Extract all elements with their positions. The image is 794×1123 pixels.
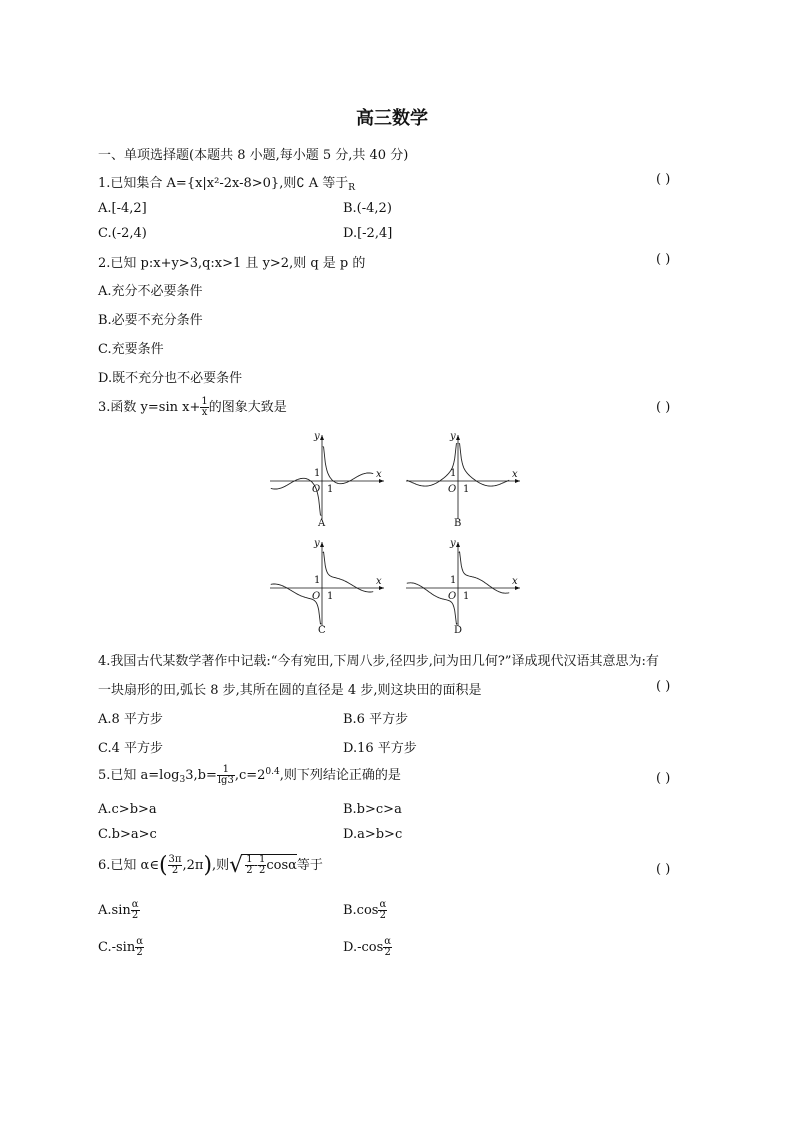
graph-b-curve-branch-2 [459, 444, 509, 487]
question-4-line-2: 一块扇形的田,弧长 8 步,其所在圆的直径是 4 步,则这块田的面积是 [98, 683, 482, 698]
answer-paren-3[interactable]: ( ) [656, 400, 671, 415]
graph-b-origin-label: O [448, 484, 457, 495]
graph-c-y-arrow [320, 542, 324, 547]
graph-c-y-one-label: 1 [314, 575, 321, 586]
graph-a-curve-branch-2 [323, 447, 373, 484]
graph-b-y-arrow [456, 435, 460, 440]
option-1c[interactable]: C.(-2,4) [98, 226, 147, 241]
graph-b-x-one-label: 1 [463, 484, 470, 495]
option-6c[interactable]: C.-sin $\frac{\alpha}{2}$ [98, 936, 143, 958]
graph-c-curve-branch-2 [323, 552, 373, 592]
option-4c[interactable]: C.4 平方步 [98, 741, 164, 756]
question-5-stem: 5.已知 $a=\log_33,b=$ $\frac{1}{\lg 3}$ $,c=2^{0.4}$,则下列结论正确的是 [98, 764, 401, 786]
graph-d-y-arrow [456, 542, 460, 547]
graph-c-x-one-label: 1 [327, 591, 334, 602]
graph-c-panel-label: C [318, 625, 326, 636]
option-4d[interactable]: D.16 平方步 [343, 741, 417, 756]
option-2c[interactable]: C.充要条件 [98, 342, 164, 357]
graph-c-curve-branch-1 [271, 584, 321, 624]
graph-d-x-label: x [512, 576, 518, 587]
answer-paren-2[interactable]: ( ) [656, 252, 671, 267]
graph-d-panel-label: D [454, 625, 463, 636]
option-2a[interactable]: A.充分不必要条件 [98, 284, 203, 299]
graph-a-x-label: x [376, 469, 382, 480]
option-6d[interactable]: D.-cos $\frac{\alpha}{2}$ [343, 936, 392, 958]
option-5d[interactable]: D.a>b>c [343, 827, 403, 842]
answer-paren-4[interactable]: ( ) [656, 679, 671, 694]
function-graphs [260, 428, 530, 640]
graph-d-x-one-label: 1 [463, 591, 470, 602]
graph-c-y-label: y [314, 538, 320, 549]
graph-a-y-label: y [314, 431, 320, 442]
option-4a[interactable]: A.8 平方步 [98, 712, 163, 727]
option-6a[interactable]: A.sin $\frac{\alpha}{2}$ [98, 899, 139, 921]
section-heading: 一、单项选择题(本题共 8 小题,每小题 5 分,共 40 分) [98, 148, 409, 163]
question-3-stem: 3.函数 y=sin x+ $\frac{1}{x}$ 的图象大致是 [98, 396, 287, 418]
answer-paren-6[interactable]: ( ) [656, 862, 671, 877]
graph-d-origin-label: O [448, 591, 457, 602]
option-5a[interactable]: A.c>b>a [98, 802, 157, 817]
graph-a-panel-label: A [318, 518, 326, 529]
option-1b[interactable]: B.(-4,2) [343, 201, 392, 216]
question-1-stem: 1.已知集合 A={x|x²-2x-8>0},则∁ A 等于$_R$ [98, 176, 356, 193]
question-6-stem: 6.已知 α∈( $\frac{3\pi}{2}$ ,2π),则√ $\frac{1}{2}$ - $\frac{1}{2}$ cosα等于 [98, 853, 323, 878]
option-4b[interactable]: B.6 平方步 [343, 712, 409, 727]
graph-c-x-label: x [376, 576, 382, 587]
option-5c[interactable]: C.b>a>c [98, 827, 157, 842]
question-2-stem: 2.已知 p:x+y>3,q:x>1 且 y>2,则 q 是 p 的 [98, 256, 366, 271]
graph-b-panel-label: B [454, 518, 462, 529]
graph-b-y-one-label: 1 [450, 468, 457, 479]
option-1a[interactable]: A.[-4,2] [98, 201, 147, 216]
graph-d-curve-branch-2 [459, 552, 509, 593]
graph-b-y-label: y [450, 431, 456, 442]
answer-paren-1[interactable]: ( ) [656, 172, 671, 187]
graph-b-curve-branch-1 [407, 444, 457, 487]
graph-a-y-one-label: 1 [314, 468, 321, 479]
option-2d[interactable]: D.既不充分也不必要条件 [98, 371, 243, 386]
question-4-line-1: 4.我国古代某数学著作中记载:“今有宛田,下周八步,径四步,问为田几何?”译成现代汉语其意思为:有 [98, 654, 659, 669]
option-5b[interactable]: B.b>c>a [343, 802, 402, 817]
graph-d-curve-branch-1 [407, 583, 457, 624]
graph-d-y-label: y [450, 538, 456, 549]
answer-paren-5[interactable]: ( ) [656, 771, 671, 786]
graph-a-origin-label: O [312, 484, 321, 495]
option-2b[interactable]: B.必要不充分条件 [98, 313, 203, 328]
graph-c-origin-label: O [312, 591, 321, 602]
option-6b[interactable]: B.cos $\frac{\alpha}{2}$ [343, 899, 387, 921]
graph-a-x-one-label: 1 [327, 484, 334, 495]
graph-a-y-arrow [320, 435, 324, 440]
page-title: 高三数学 [356, 108, 428, 129]
option-1d[interactable]: D.[-2,4] [343, 226, 393, 241]
graph-d-y-one-label: 1 [450, 575, 457, 586]
graph-b-x-label: x [512, 469, 518, 480]
